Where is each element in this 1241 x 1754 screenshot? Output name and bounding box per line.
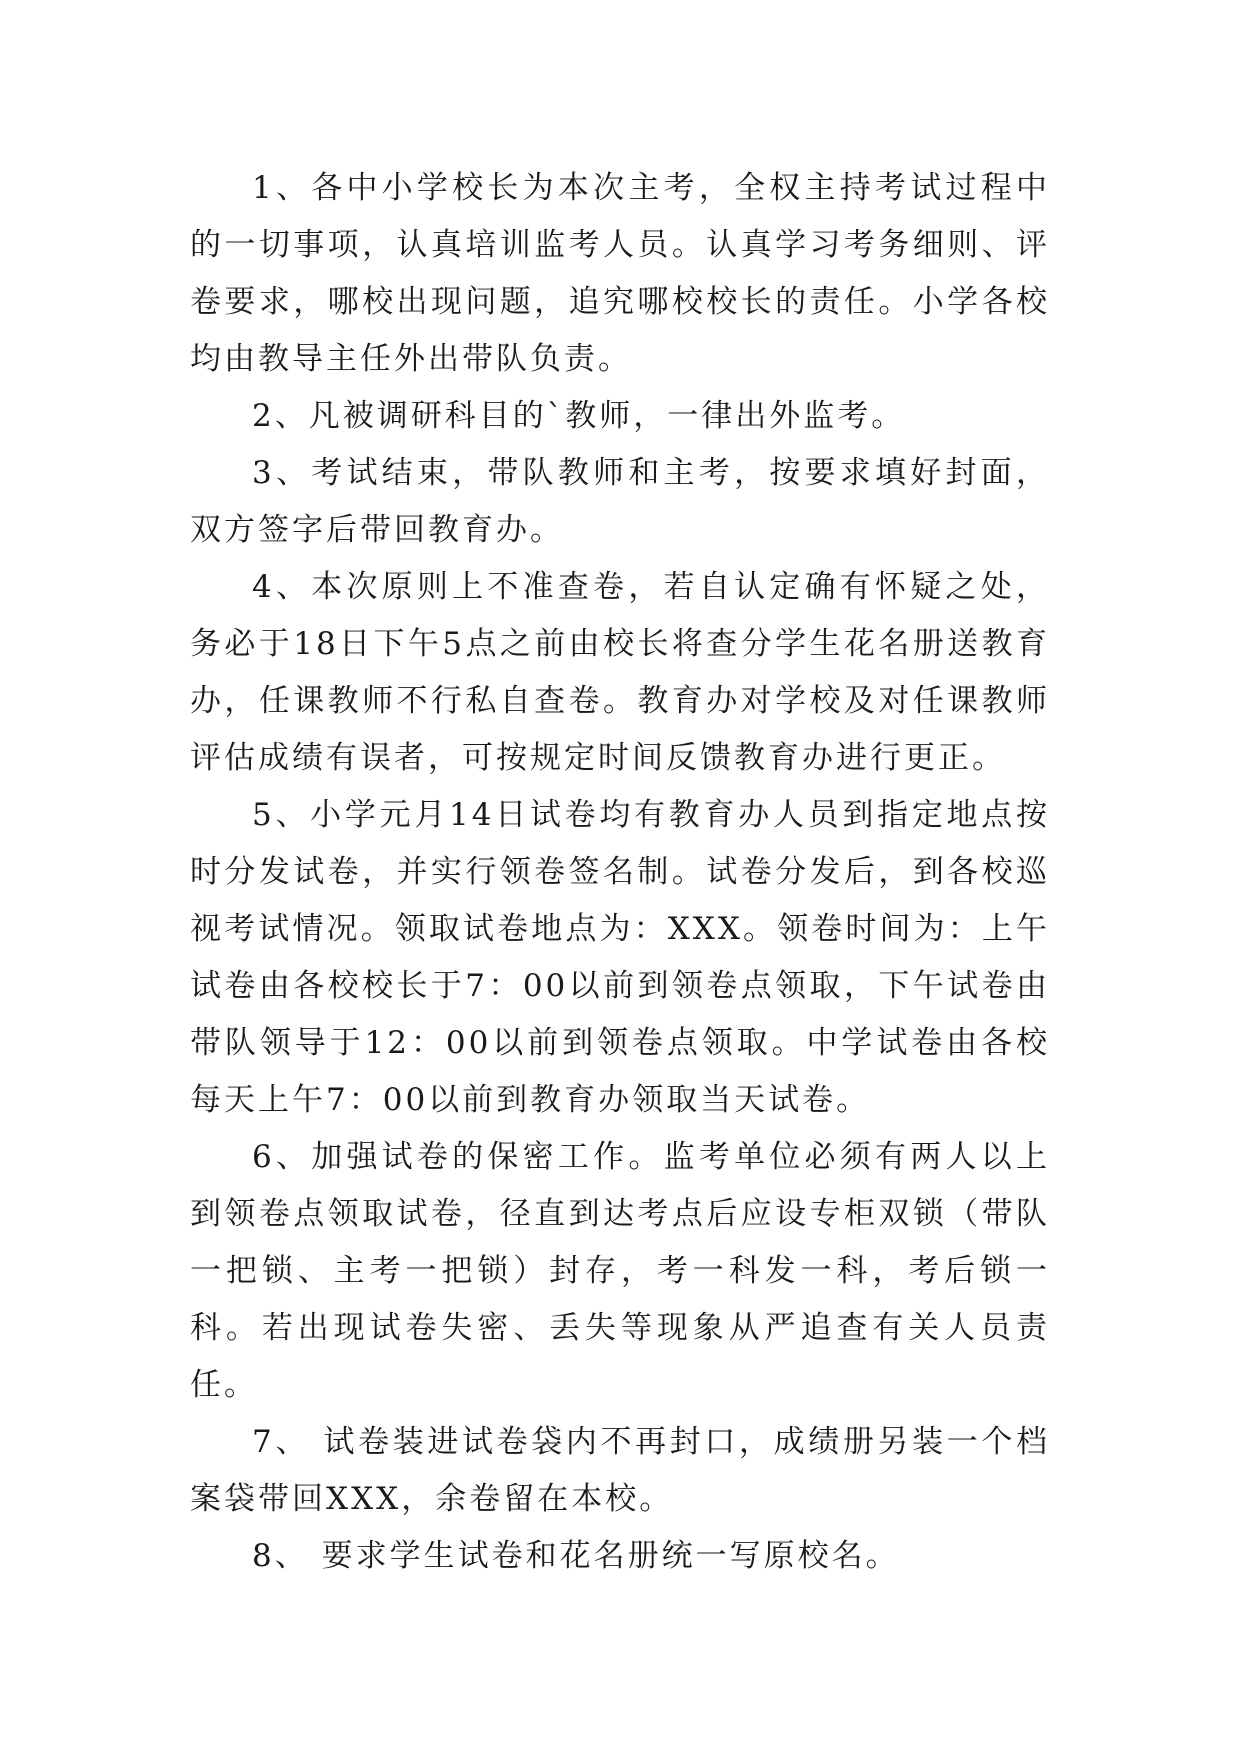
paragraph-6: 6、加强试卷的保密工作。监考单位必须有两人以上到领卷点领取试卷，径直到达考点后应设专柜双锁（带队一把锁、主考一把锁）封存，考一科发一科，考后锁一科。若出现试卷失密、丢失等现象从严追查有关人员责任。 bbox=[190, 1139, 1050, 1403]
paragraph-7: 7、 试卷装进试卷袋内不再封口，成绩册另装一个档案袋带回XXX，余卷留在本校。 bbox=[190, 1424, 1050, 1517]
paragraph-5: 5、小学元月14日试卷均有教育办人员到指定地点按时分发试卷，并实行领卷签名制。试卷分发后，到各校巡视考试情况。领取试卷地点为：XXX。领卷时间为：上午试卷由各校校长于7：00以前到领卷点领取，下午试卷由带队领导于12：00以前到领卷点领取。中学试卷由各校每天上午7：00以前到教育办领取当天试卷。 bbox=[190, 797, 1050, 1118]
paragraph-4: 4、本次原则上不准查卷，若自认定确有怀疑之处，务必于18日下午5点之前由校长将查分学生花名册送教育办，任课教师不行私自查卷。教育办对学校及对任课教师评估成绩有误者，可按规定时间反馈教育办进行更正。 bbox=[190, 569, 1050, 776]
paragraph-8: 8、 要求学生试卷和花名册统一写原校名。 bbox=[252, 1538, 900, 1574]
paragraph-1: 1、各中小学校长为本次主考，全权主持考试过程中的一切事项，认真培训监考人员。认真学习考务细则、评卷要求，哪校出现问题，追究哪校校长的责任。小学各校均由教导主任外出带队负责。 bbox=[190, 170, 1050, 377]
paragraph-3: 3、考试结束，带队教师和主考，按要求填好封面，双方签字后带回教育办。 bbox=[190, 455, 1050, 548]
document-body bbox=[190, 160, 1050, 1585]
paragraph-2: 2、凡被调研科目的`教师，一律出外监考。 bbox=[252, 398, 906, 434]
